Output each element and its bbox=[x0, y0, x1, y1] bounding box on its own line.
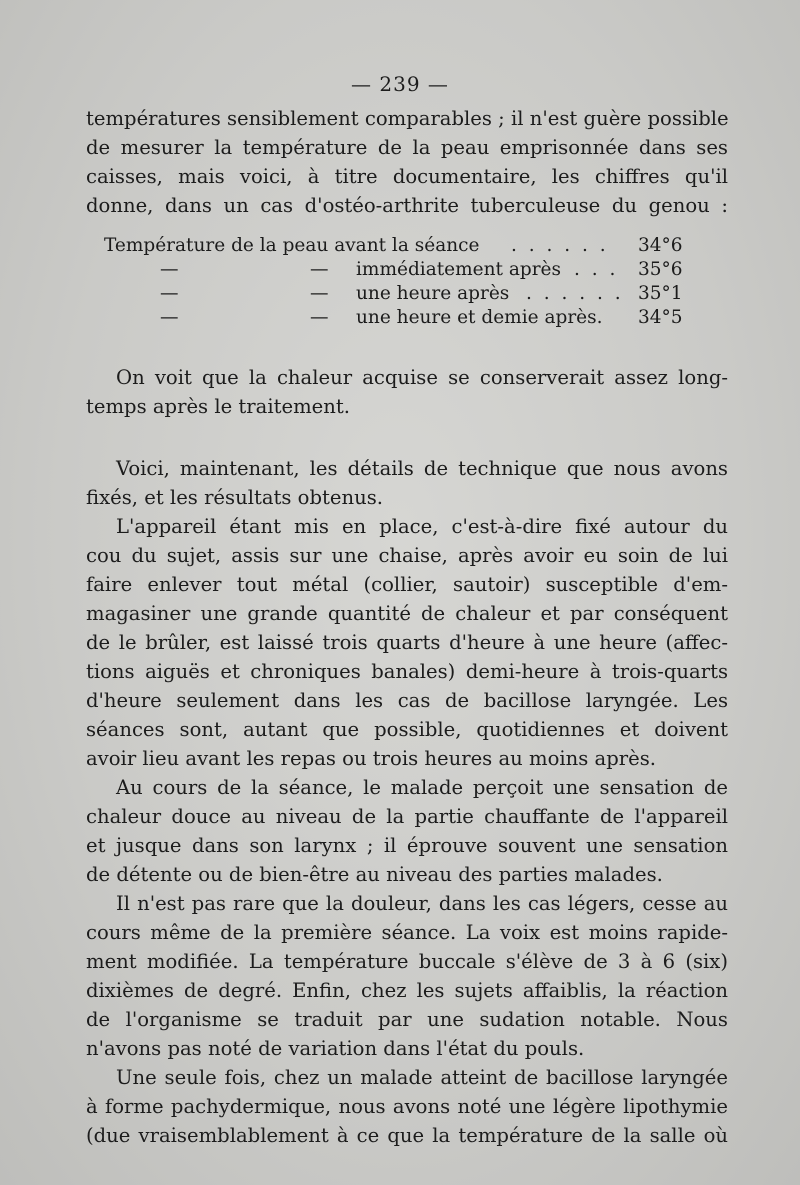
ditto-dash: — bbox=[310, 259, 329, 280]
text-line: dixièmes de degré. Enfin, chez les sujets affaiblis, la réaction bbox=[86, 979, 728, 1002]
temperature-label: une heure après bbox=[356, 283, 510, 304]
text-line: fixés, et les résultats obtenus. bbox=[86, 486, 384, 509]
paragraph-lipothymie bbox=[86, 1063, 728, 1150]
text-line: chaleur douce au niveau de la partie chauffante de l'appareil bbox=[86, 805, 728, 828]
text-line: de détente ou de bien-être au niveau des parties malades. bbox=[86, 863, 663, 886]
text-line: de l'organisme se traduit par une sudation notable. Nous bbox=[86, 1008, 728, 1031]
text-line: séances sont, autant que possible, quotidiennes et doivent bbox=[86, 718, 728, 741]
text-line: cours même de la première séance. La voix est moins rapide- bbox=[86, 921, 728, 944]
text-line: caisses, mais voici, à titre documentaire, les chiffres qu'il bbox=[86, 165, 728, 188]
text-line: d'heure seulement dans les cas de bacillose laryngée. Les bbox=[86, 689, 728, 712]
temperature-value: 35°1 bbox=[638, 283, 683, 304]
text-line: de mesurer la température de la peau emprisonnée dans ses bbox=[86, 136, 728, 159]
temperature-row bbox=[86, 282, 728, 306]
body-text bbox=[86, 104, 728, 1150]
temperature-value: 34°6 bbox=[638, 235, 683, 256]
temperature-row bbox=[86, 258, 728, 282]
text-line: tions aiguës et chroniques banales) demi-heure à trois-quarts bbox=[86, 660, 728, 683]
text-line: L'appareil étant mis en place, c'est-à-dire fixé autour du bbox=[116, 515, 728, 538]
paragraph-conservation bbox=[86, 363, 728, 421]
temperature-label: Température de la peau avant la séance bbox=[104, 235, 480, 256]
paragraph-effects bbox=[86, 889, 728, 1063]
text-line: températures sensiblement comparables ; il n'est guère possible bbox=[86, 107, 729, 130]
ditto-dash: — bbox=[160, 259, 179, 280]
leader-dots: . . . bbox=[574, 259, 619, 280]
text-line: donne, dans un cas d'ostéo-arthrite tuberculeuse du genou : bbox=[86, 194, 728, 217]
leader-dots: . . . . . . bbox=[526, 283, 624, 304]
text-line: (due vraisemblablement à ce que la température de la salle où bbox=[86, 1124, 728, 1147]
temperature-label: immédiatement après bbox=[356, 259, 561, 280]
text-line: à forme pachydermique, nous avons noté une légère lipothymie bbox=[86, 1095, 728, 1118]
text-line: temps après le traitement. bbox=[86, 395, 350, 418]
text-line: Voici, maintenant, les détails de technique que nous avons bbox=[116, 457, 728, 480]
paragraph-apparatus bbox=[86, 512, 728, 773]
text-line: faire enlever tout métal (collier, sautoir) susceptible d'em- bbox=[86, 573, 728, 596]
temperature-value: 35°6 bbox=[638, 259, 683, 280]
text-line: Au cours de la séance, le malade perçoit une sensation de bbox=[116, 776, 728, 799]
text-line: avoir lieu avant les repas ou trois heures au moins après. bbox=[86, 747, 657, 770]
temperature-row bbox=[86, 234, 728, 258]
text-line: Une seule fois, chez un malade atteint de bacillose laryngée bbox=[116, 1066, 728, 1089]
text-line: n'avons pas noté de variation dans l'état du pouls. bbox=[86, 1037, 585, 1060]
ditto-dash: — bbox=[310, 307, 329, 328]
temperature-table bbox=[86, 234, 728, 330]
paragraph-technique bbox=[86, 454, 728, 512]
ditto-dash: — bbox=[310, 283, 329, 304]
text-line: On voit que la chaleur acquise se conserverait assez long- bbox=[116, 366, 728, 389]
leader-dots: . . . . . . bbox=[511, 235, 609, 256]
temperature-value: 34°5 bbox=[638, 307, 683, 328]
text-line: cou du sujet, assis sur une chaise, après avoir eu soin de lui bbox=[86, 544, 728, 567]
paragraph-intro bbox=[86, 104, 728, 220]
text-line: de le brûler, est laissé trois quarts d'heure à une heure (affec- bbox=[86, 631, 728, 654]
temperature-row bbox=[86, 306, 728, 330]
text-line: et jusque dans son larynx ; il éprouve souvent une sensation bbox=[86, 834, 728, 857]
ditto-dash: — bbox=[160, 283, 179, 304]
page-number: — 239 — bbox=[351, 72, 449, 96]
temperature-label: une heure et demie après. bbox=[356, 307, 603, 328]
text-line: ment modifiée. La température buccale s'élève de 3 à 6 (six) bbox=[86, 950, 728, 973]
text-line: Il n'est pas rare que la douleur, dans les cas légers, cesse au bbox=[116, 892, 728, 915]
paragraph-sensation bbox=[86, 773, 728, 889]
text-line: magasiner une grande quantité de chaleur et par conséquent bbox=[86, 602, 728, 625]
ditto-dash: — bbox=[160, 307, 179, 328]
